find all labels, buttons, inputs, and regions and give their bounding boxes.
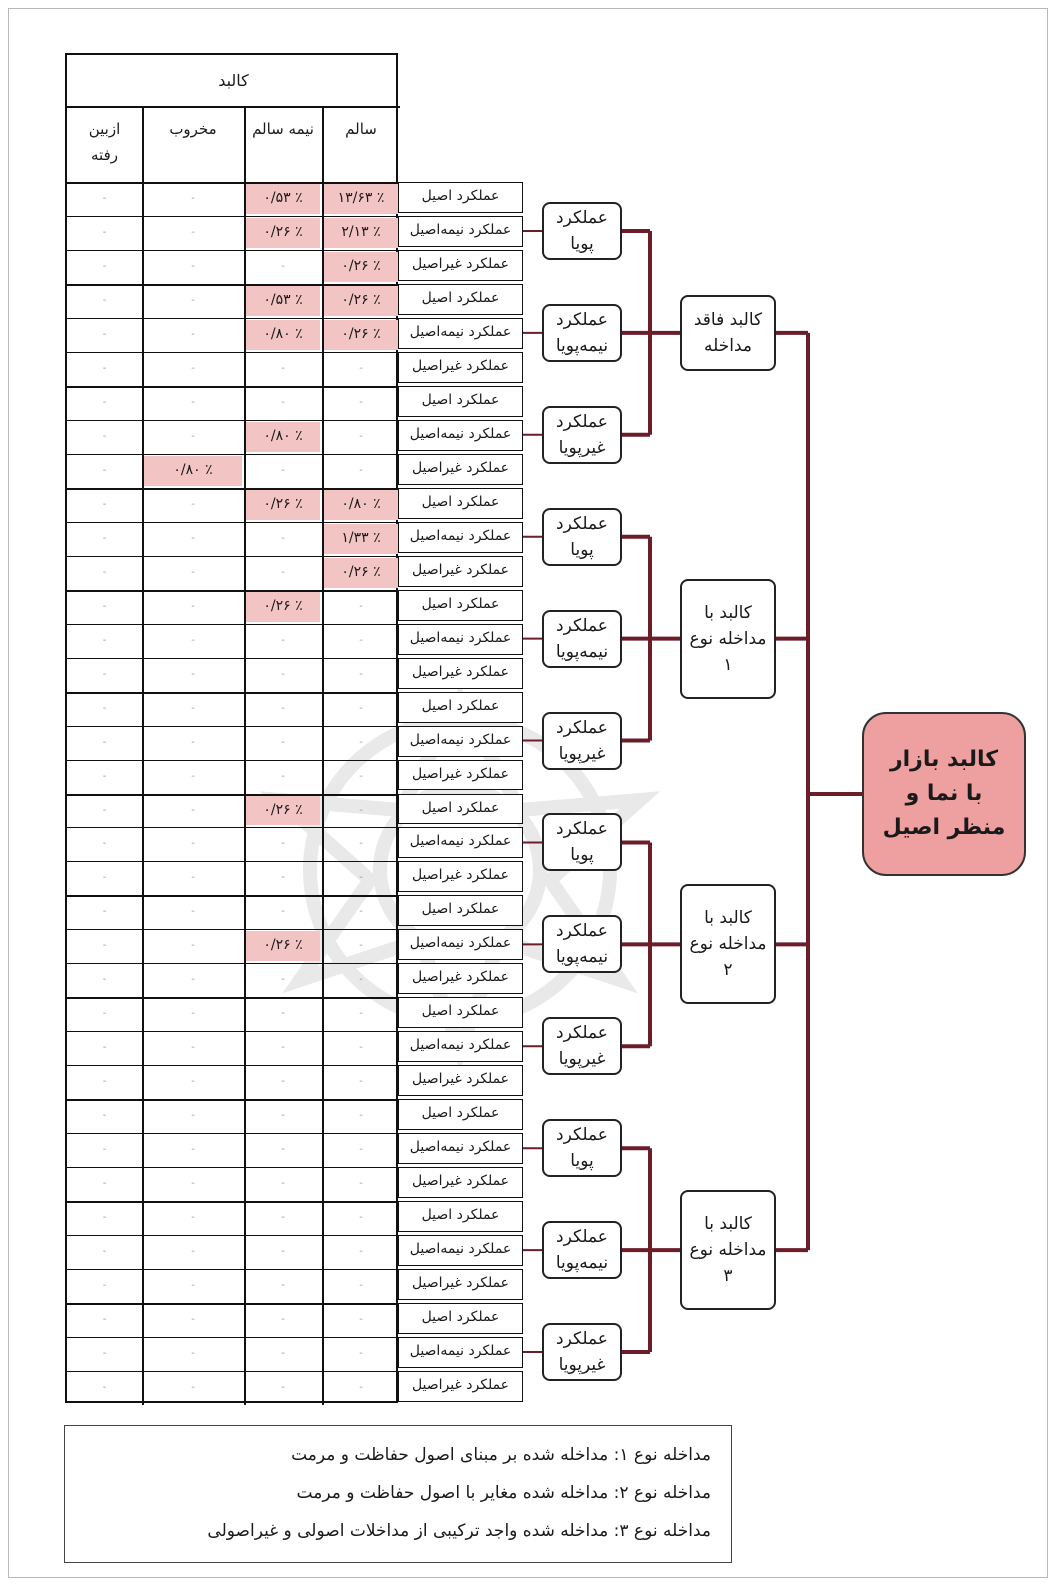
- empty-cell: -: [359, 1076, 363, 1088]
- sub-node: [542, 712, 622, 770]
- empty-cell: -: [191, 1280, 195, 1292]
- sub-node: [542, 1323, 622, 1381]
- value-cell: ٪ ۱/۳۳: [341, 529, 381, 546]
- empty-cell: -: [281, 1110, 285, 1122]
- empty-cell: -: [191, 1382, 195, 1394]
- empty-cell: -: [102, 226, 107, 238]
- performance-label: عملکرد اصیل: [398, 386, 523, 417]
- empty-cell: -: [359, 668, 363, 680]
- group-node-label: کالبد با مداخله نوع ۲: [689, 908, 767, 981]
- sub-node-label: عملکرد پویا: [556, 207, 608, 254]
- empty-cell: -: [359, 1314, 363, 1326]
- empty-cell: -: [191, 906, 195, 918]
- empty-cell: -: [191, 294, 195, 306]
- empty-cell: -: [281, 532, 285, 544]
- empty-cell: -: [191, 532, 195, 544]
- empty-cell: -: [359, 1280, 363, 1292]
- legend-line-1: مداخله نوع ۱: مداخله شده بر مبنای اصول حفاظت و مرمت: [291, 1445, 711, 1465]
- empty-cell: -: [102, 566, 107, 578]
- empty-cell: -: [359, 872, 363, 884]
- empty-cell: -: [281, 362, 285, 374]
- sub-node: [542, 1221, 622, 1279]
- performance-label: عملکرد غیراصیل: [398, 1269, 523, 1300]
- performance-label: عملکرد غیراصیل: [398, 1167, 523, 1198]
- empty-cell: -: [281, 1246, 285, 1258]
- empty-cell: -: [191, 226, 195, 238]
- performance-label: عملکرد نیمه‌اصیل: [398, 1235, 523, 1266]
- empty-cell: -: [359, 1110, 363, 1122]
- sub-node: [542, 1017, 622, 1075]
- empty-cell: -: [359, 974, 363, 986]
- empty-cell: -: [191, 872, 195, 884]
- sub-node: [542, 202, 622, 260]
- empty-cell: -: [102, 532, 107, 544]
- empty-cell: -: [191, 260, 195, 272]
- sub-node: [542, 508, 622, 566]
- performance-label: عملکرد نیمه‌اصیل: [398, 522, 523, 553]
- group-node-label: کالبد با مداخله نوع ۳: [689, 1214, 767, 1287]
- empty-cell: -: [102, 1008, 107, 1020]
- empty-cell: -: [191, 430, 195, 442]
- performance-label: عملکرد غیراصیل: [398, 556, 523, 587]
- sub-node-label: عملکرد پویا: [556, 819, 608, 866]
- sub-node: [542, 1119, 622, 1177]
- value-cell: ٪ ۰/۸۰: [263, 427, 303, 444]
- performance-label: عملکرد نیمه‌اصیل: [398, 929, 523, 960]
- empty-cell: -: [102, 1212, 107, 1224]
- value-cell: ٪ ۰/۲۶: [263, 801, 303, 818]
- empty-cell: -: [191, 940, 195, 952]
- empty-cell: -: [281, 872, 285, 884]
- group-node: [680, 579, 776, 699]
- empty-cell: -: [102, 464, 107, 476]
- value-cell: ٪ ۰/۲۶: [341, 325, 381, 342]
- empty-cell: -: [102, 1280, 107, 1292]
- empty-cell: -: [281, 1314, 285, 1326]
- empty-cell: -: [102, 1314, 107, 1326]
- empty-cell: -: [281, 1076, 285, 1088]
- sub-node-label: عملکرد نیمه‌پویا: [555, 615, 609, 662]
- performance-label: عملکرد نیمه‌اصیل: [398, 1337, 523, 1368]
- sub-node: [542, 406, 622, 464]
- empty-cell: -: [359, 804, 363, 816]
- empty-cell: -: [359, 770, 363, 782]
- empty-cell: -: [359, 838, 363, 850]
- empty-cell: -: [191, 1246, 195, 1258]
- performance-label: عملکرد اصیل: [398, 1099, 523, 1130]
- empty-cell: -: [281, 1042, 285, 1054]
- empty-cell: -: [359, 1144, 363, 1156]
- empty-cell: -: [191, 668, 195, 680]
- performance-label: عملکرد غیراصیل: [398, 658, 523, 689]
- value-cell: ٪ ۱۳/۶۳: [337, 190, 385, 206]
- group-node-label: کالبد با مداخله نوع ۱: [689, 602, 767, 675]
- empty-cell: -: [102, 362, 107, 374]
- sub-node: [542, 813, 622, 871]
- empty-cell: -: [102, 1178, 107, 1190]
- empty-cell: -: [359, 1212, 363, 1224]
- empty-cell: -: [281, 702, 285, 714]
- empty-cell: -: [281, 260, 285, 272]
- empty-cell: -: [191, 974, 195, 986]
- empty-cell: -: [359, 1178, 363, 1190]
- performance-label: عملکرد اصیل: [398, 488, 523, 519]
- empty-cell: -: [281, 1280, 285, 1292]
- performance-label: عملکرد نیمه‌اصیل: [398, 318, 523, 349]
- empty-cell: -: [359, 1042, 363, 1054]
- empty-cell: -: [191, 362, 195, 374]
- sub-node-label: عملکرد غیرپویا: [556, 411, 608, 458]
- empty-cell: -: [191, 328, 195, 340]
- empty-cell: -: [359, 362, 363, 374]
- performance-label: عملکرد نیمه‌اصیل: [398, 1133, 523, 1164]
- empty-cell: -: [102, 974, 107, 986]
- value-cell: ٪ ۰/۲۶: [263, 597, 303, 614]
- sub-node-label: عملکرد پویا: [556, 1125, 608, 1172]
- value-cell: ٪ ۲/۱۳: [341, 223, 381, 240]
- performance-label: عملکرد اصیل: [398, 1303, 523, 1334]
- performance-label: عملکرد اصیل: [398, 590, 523, 621]
- empty-cell: -: [281, 1348, 285, 1360]
- empty-cell: -: [191, 1314, 195, 1326]
- empty-cell: -: [281, 906, 285, 918]
- legend-box: [64, 1425, 732, 1563]
- empty-cell: -: [281, 1144, 285, 1156]
- value-cell: ٪ ۰/۲۶: [263, 937, 303, 954]
- value-cell: ٪ ۰/۲۶: [341, 291, 381, 308]
- empty-cell: -: [102, 668, 107, 680]
- performance-label: عملکرد اصیل: [398, 1201, 523, 1232]
- empty-cell: -: [281, 668, 285, 680]
- root-label: کالبد بازار با نما و منظر اصیل: [882, 747, 1006, 840]
- empty-cell: -: [281, 770, 285, 782]
- empty-cell: -: [102, 1110, 107, 1122]
- sub-node-label: عملکرد پویا: [556, 513, 608, 560]
- empty-cell: -: [191, 1110, 195, 1122]
- empty-cell: -: [102, 498, 107, 510]
- empty-cell: -: [191, 634, 195, 646]
- empty-cell: -: [191, 193, 195, 204]
- column-header: نیمه سالم: [252, 120, 314, 138]
- empty-cell: -: [102, 260, 107, 272]
- empty-cell: -: [102, 940, 107, 952]
- empty-cell: -: [281, 974, 285, 986]
- empty-cell: -: [359, 1348, 363, 1360]
- empty-cell: -: [359, 600, 363, 612]
- empty-cell: -: [281, 1382, 285, 1394]
- column-header: ازبین رفته: [88, 120, 121, 164]
- empty-cell: -: [191, 1178, 195, 1190]
- empty-cell: -: [359, 736, 363, 748]
- empty-cell: -: [191, 498, 195, 510]
- empty-cell: -: [102, 634, 107, 646]
- empty-cell: -: [102, 838, 107, 850]
- value-cell: ٪ ۰/۸۰: [173, 461, 213, 478]
- sub-node-label: عملکرد نیمه‌پویا: [555, 309, 609, 356]
- group-node-label: کالبد فاقد مداخله: [693, 309, 763, 356]
- empty-cell: -: [102, 193, 107, 204]
- empty-cell: -: [359, 702, 363, 714]
- empty-cell: -: [191, 1042, 195, 1054]
- empty-cell: -: [359, 1382, 363, 1394]
- empty-cell: -: [191, 1008, 195, 1020]
- empty-cell: -: [191, 702, 195, 714]
- empty-cell: -: [281, 736, 285, 748]
- group-node: [680, 1190, 776, 1310]
- sub-node-label: عملکرد غیرپویا: [556, 717, 608, 764]
- empty-cell: -: [191, 566, 195, 578]
- value-cell: ٪ ۰/۲۶: [263, 223, 303, 240]
- sub-node: [542, 915, 622, 973]
- empty-cell: -: [281, 634, 285, 646]
- empty-cell: -: [191, 838, 195, 850]
- sub-node: [542, 304, 622, 362]
- empty-cell: -: [102, 906, 107, 918]
- performance-label: عملکرد نیمه‌اصیل: [398, 726, 523, 757]
- value-cell: ٪ ۰/۲۶: [263, 495, 303, 512]
- empty-cell: -: [102, 396, 107, 408]
- column-header: مخروب: [169, 120, 217, 138]
- empty-cell: -: [191, 396, 195, 408]
- sub-node: [542, 610, 622, 668]
- value-cell: ٪ ۰/۸۰: [263, 325, 303, 342]
- performance-label: عملکرد غیراصیل: [398, 1371, 523, 1402]
- sub-node-label: عملکرد نیمه‌پویا: [555, 921, 609, 968]
- empty-cell: -: [191, 770, 195, 782]
- empty-cell: -: [191, 1212, 195, 1224]
- value-cell: ٪ ۰/۲۶: [341, 257, 381, 274]
- performance-label: عملکرد نیمه‌اصیل: [398, 827, 523, 858]
- empty-cell: -: [281, 1212, 285, 1224]
- performance-label: عملکرد نیمه‌اصیل: [398, 1031, 523, 1062]
- performance-label: عملکرد غیراصیل: [398, 861, 523, 892]
- table-title: کالبد: [218, 71, 249, 90]
- performance-label: عملکرد غیراصیل: [398, 760, 523, 791]
- empty-cell: -: [191, 600, 195, 612]
- performance-label: عملکرد غیراصیل: [398, 250, 523, 281]
- column-header: سالم: [345, 120, 377, 138]
- legend-line-2: مداخله نوع ۲: مداخله شده مغایر با اصول حفاظت و مرمت: [296, 1483, 711, 1503]
- empty-cell: -: [281, 464, 285, 476]
- empty-cell: -: [102, 1348, 107, 1360]
- performance-label: عملکرد غیراصیل: [398, 454, 523, 485]
- performance-label: عملکرد نیمه‌اصیل: [398, 216, 523, 247]
- empty-cell: -: [102, 328, 107, 340]
- legend-line-3: مداخله نوع ۳: مداخله شده واجد ترکیبی از مداخلات اصولی و غیراصولی: [207, 1521, 711, 1541]
- empty-cell: -: [281, 1178, 285, 1190]
- performance-label: عملکرد اصیل: [398, 794, 523, 825]
- empty-cell: -: [359, 464, 363, 476]
- empty-cell: -: [359, 906, 363, 918]
- empty-cell: -: [102, 1076, 107, 1088]
- performance-label: عملکرد نیمه‌اصیل: [398, 420, 523, 451]
- empty-cell: -: [359, 396, 363, 408]
- empty-cell: -: [191, 1144, 195, 1156]
- empty-cell: -: [102, 736, 107, 748]
- empty-cell: -: [359, 430, 363, 442]
- performance-label: عملکرد اصیل: [398, 997, 523, 1028]
- root-node: [862, 712, 1026, 876]
- empty-cell: -: [102, 804, 107, 816]
- empty-cell: -: [281, 1008, 285, 1020]
- empty-cell: -: [191, 1348, 195, 1360]
- empty-cell: -: [102, 1382, 107, 1394]
- performance-label: عملکرد اصیل: [398, 182, 523, 213]
- empty-cell: -: [102, 1042, 107, 1054]
- empty-cell: -: [102, 872, 107, 884]
- value-cell: ٪ ۰/۵۳: [263, 291, 303, 308]
- empty-cell: -: [359, 634, 363, 646]
- sub-node-label: عملکرد نیمه‌پویا: [555, 1227, 609, 1274]
- group-node: [680, 884, 776, 1004]
- performance-label: عملکرد غیراصیل: [398, 1065, 523, 1096]
- empty-cell: -: [102, 1246, 107, 1258]
- empty-cell: -: [191, 1076, 195, 1088]
- value-cell: ٪ ۰/۵۳: [263, 190, 303, 206]
- value-cell: ٪ ۰/۲۶: [341, 563, 381, 580]
- empty-cell: -: [281, 566, 285, 578]
- empty-cell: -: [102, 430, 107, 442]
- empty-cell: -: [191, 804, 195, 816]
- performance-label: عملکرد غیراصیل: [398, 963, 523, 994]
- sub-node-label: عملکرد غیرپویا: [556, 1023, 608, 1070]
- empty-cell: -: [359, 1008, 363, 1020]
- performance-label: عملکرد اصیل: [398, 895, 523, 926]
- empty-cell: -: [102, 1144, 107, 1156]
- empty-cell: -: [191, 736, 195, 748]
- empty-cell: -: [102, 600, 107, 612]
- performance-label: عملکرد اصیل: [398, 284, 523, 315]
- empty-cell: -: [281, 838, 285, 850]
- empty-cell: -: [359, 1246, 363, 1258]
- performance-label: عملکرد اصیل: [398, 692, 523, 723]
- empty-cell: -: [281, 396, 285, 408]
- empty-cell: -: [102, 770, 107, 782]
- empty-cell: -: [102, 294, 107, 306]
- value-cell: ٪ ۰/۸۰: [341, 495, 381, 512]
- group-node: [680, 295, 776, 371]
- sub-node-label: عملکرد غیرپویا: [556, 1329, 608, 1376]
- empty-cell: -: [359, 940, 363, 952]
- performance-label: عملکرد نیمه‌اصیل: [398, 624, 523, 655]
- empty-cell: -: [102, 702, 107, 714]
- performance-label: عملکرد غیراصیل: [398, 352, 523, 383]
